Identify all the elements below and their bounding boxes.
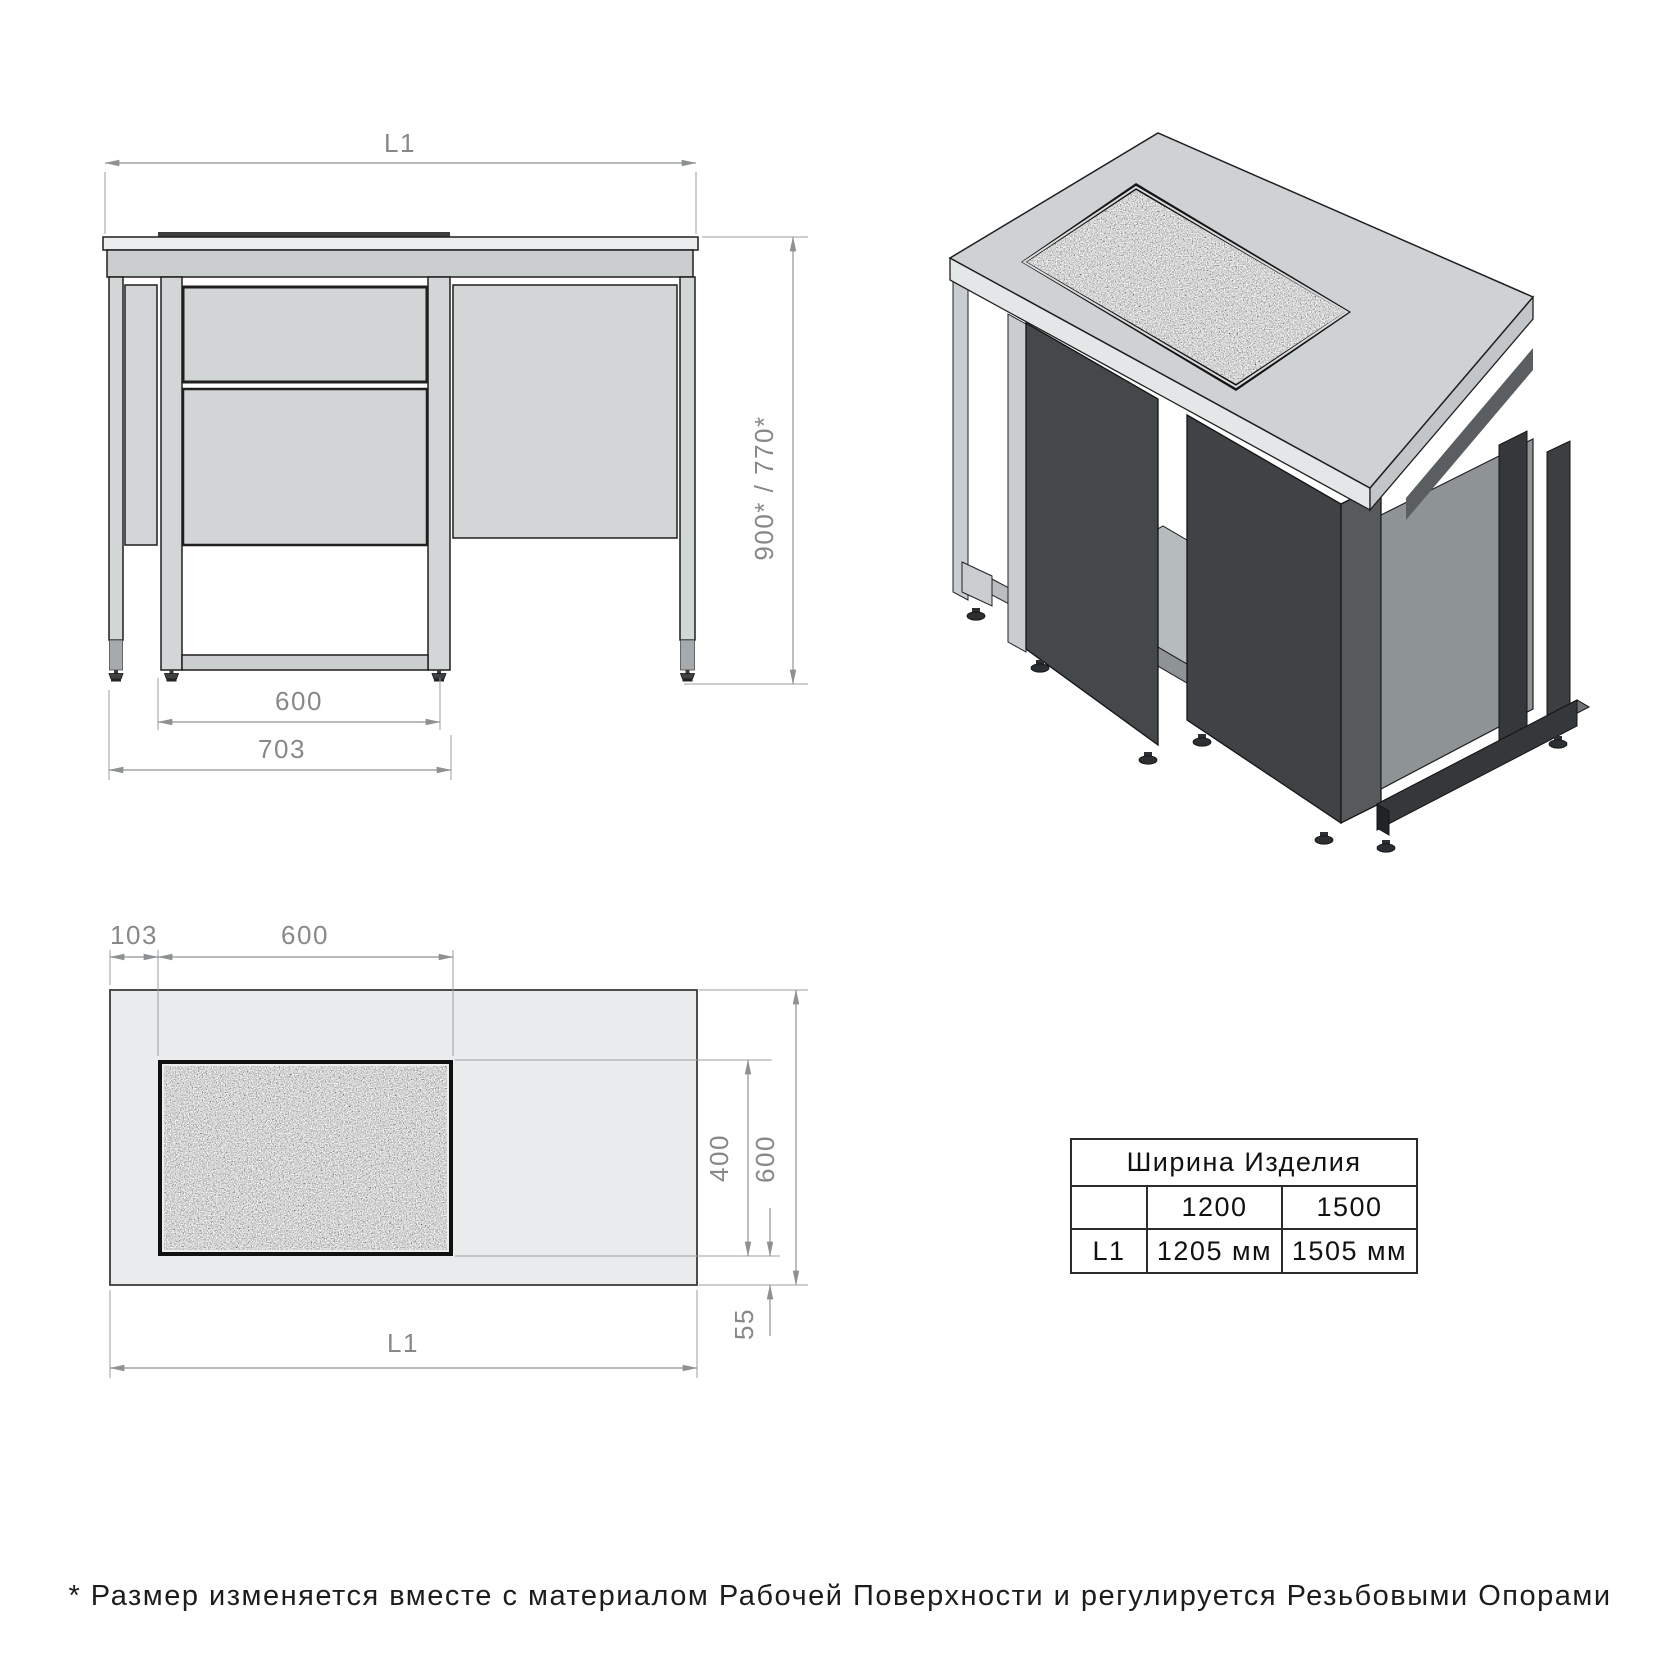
size-table-col-1500: 1500 [1282,1186,1417,1229]
adjustable-foot [109,670,123,682]
iso-frame-front-bar [1499,431,1527,749]
size-table-col-1200: 1200 [1147,1186,1282,1229]
front-view-drawing [60,120,820,800]
apron-front [107,250,693,277]
size-table-corner-cell [1071,1186,1147,1229]
size-table [1070,1138,1418,1274]
worktop-front [103,237,698,250]
left-side-panel [125,285,157,545]
dim-600-plan-top-label: 600 [281,920,329,950]
right-leg-lower [681,640,695,670]
granite-insert-plan [164,1066,447,1250]
right-side-panel [453,285,677,538]
dim-600-front-label: 600 [275,686,323,716]
footnote: * Размер изменяется вместе с материалом Рабочей Поверхности и регулируется Резьбовыми Опорами [68,1580,1612,1612]
dim-400-label: 400 [704,1134,734,1182]
dim-height-label: 900* / 770* [749,415,779,561]
dim-l1-front-label: L1 [384,128,416,158]
dim-600-plan-right-label: 600 [750,1135,780,1183]
iso-right-pedestal-side [1341,484,1381,823]
iso-adjustable-foot [1139,752,1157,764]
iso-view-drawing [850,100,1600,900]
cabinet-door [183,389,427,545]
iso-adjustable-foot [967,608,985,620]
dim-103-label: 103 [110,920,158,950]
dim-55-label: 55 [729,1308,759,1340]
dim-l1-plan-label: L1 [387,1328,419,1358]
left-leg-lower [110,640,123,670]
right-leg [680,277,695,640]
iso-back-leg [953,272,968,600]
bottom-shelf [182,655,428,670]
iso-frame-rear-bar [1547,441,1570,723]
adjustable-foot [432,670,446,682]
left-leg [109,277,123,640]
dim-703-label: 703 [258,734,306,764]
iso-left-pedestal-leg [1008,314,1026,652]
plan-view-drawing [60,900,840,1400]
drawer-front [183,287,427,382]
iso-adjustable-foot [1377,840,1395,852]
size-table-value-1205: 1205 мм [1147,1229,1282,1273]
iso-adjustable-foot [1315,832,1333,844]
iso-adjustable-foot [1193,734,1211,746]
size-table-header: Ширина Изделия [1071,1139,1417,1186]
size-table-row-label: L1 [1071,1229,1147,1273]
iso-left-pedestal [1026,323,1158,745]
mid-right-leg [428,277,450,670]
mid-left-leg [161,277,182,670]
adjustable-foot [681,670,695,682]
adjustable-foot [165,670,179,682]
size-table-value-1505: 1505 мм [1282,1229,1417,1273]
